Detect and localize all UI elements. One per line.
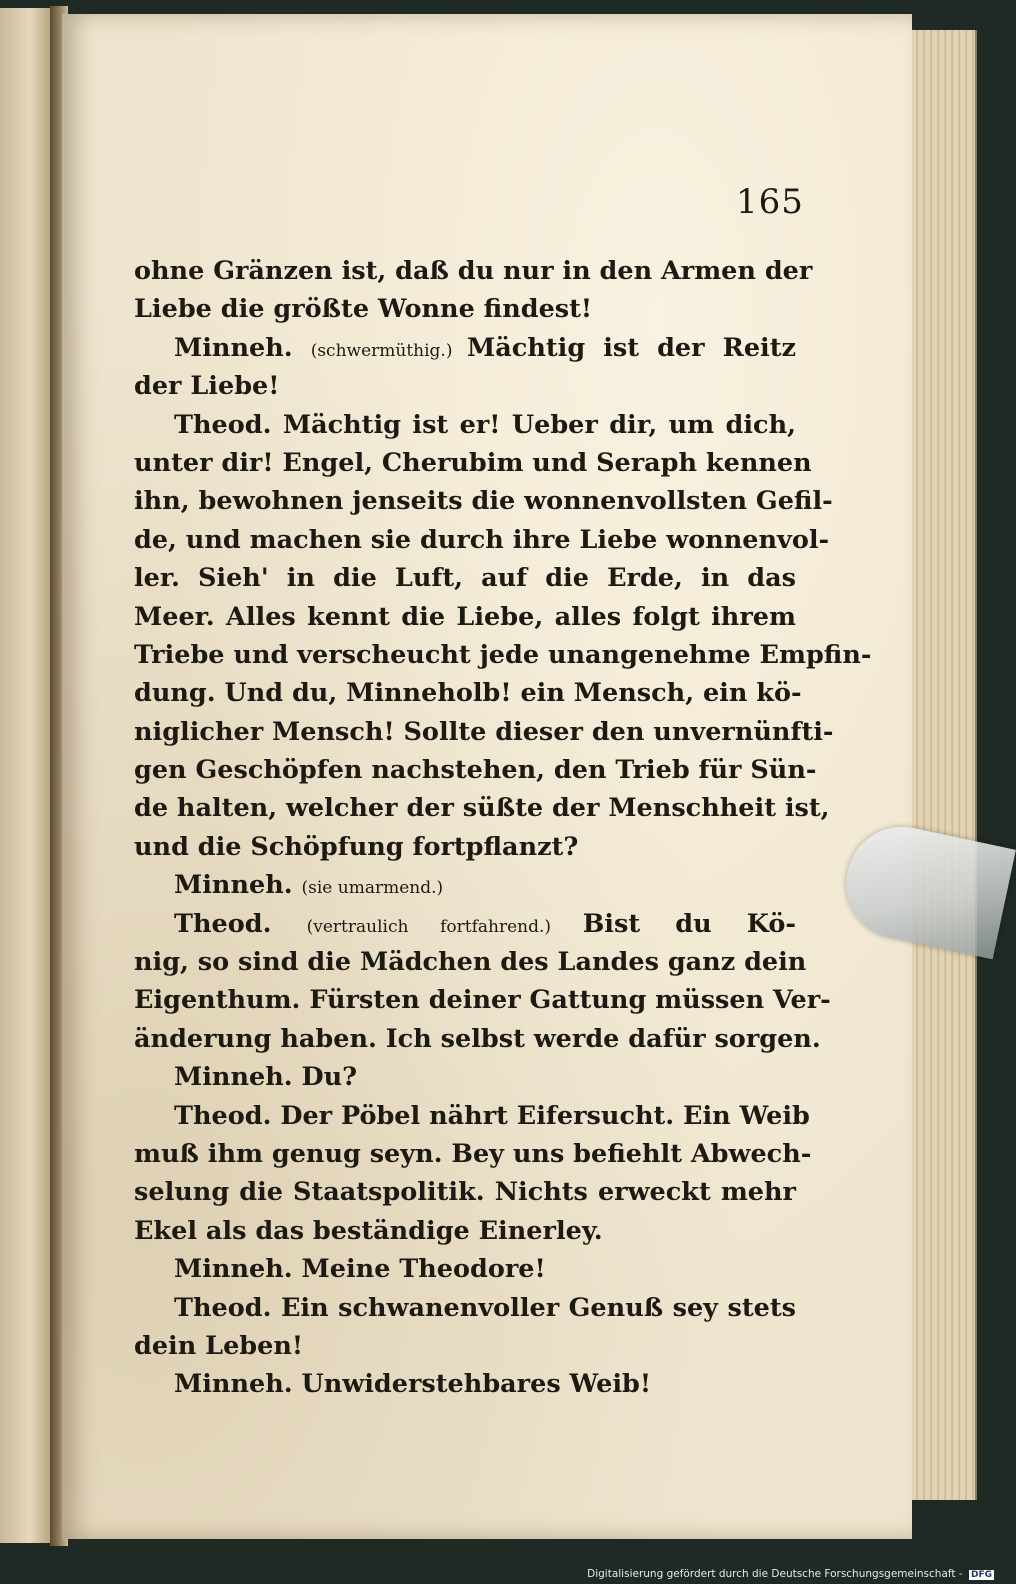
stage-direction: (vertraulich fortfahrend.) <box>306 916 583 937</box>
text-line: Minneh. Meine Theodore! <box>174 1254 546 1285</box>
text-line <box>134 329 796 367</box>
page-text <box>134 252 872 1404</box>
text-line: unter dir! Engel, Cherubim und Seraph kennen <box>134 447 812 478</box>
page-number: 165 <box>736 182 804 222</box>
credit-text: Digitalisierung gefördert durch die Deutsche Forschungsgemeinschaft - <box>587 1568 963 1580</box>
stage-direction: (sie umarmend.) <box>301 878 444 899</box>
book-page <box>62 14 912 1539</box>
text-line: niglicher Mensch! Sollte dieser den unvernünfti- <box>134 716 834 747</box>
text-span: Bist du Kö- <box>582 908 796 939</box>
text-line: ohne Gränzen ist, daß du nur in den Armen der <box>134 256 813 286</box>
text-line: Ekel als das beständige Einerley. <box>134 1215 603 1246</box>
text-line: Triebe und verscheucht jede unangenehme Empfin- <box>134 639 872 670</box>
text-line: ihn, bewohnen jenseits die wonnenvollsten Gefil- <box>134 486 833 517</box>
text-line: der Liebe! <box>134 371 280 402</box>
text-line: gen Geschöpfen nachstehen, den Trieb für Sün- <box>134 755 817 786</box>
text-line: ler. Sieh' in die Luft, auf die Erde, in das <box>134 563 796 594</box>
stage-direction: (schwermüthig.) <box>310 340 468 361</box>
text-line: dein Leben! <box>134 1330 304 1361</box>
text-line: Meer. Alles kennt die Liebe, alles folgt ihrem <box>134 601 796 632</box>
text-line: Theod. Der Pöbel nährt Eifersucht. Ein Weib <box>174 1100 810 1131</box>
text-line: Theod. Mächtig ist er! Ueber dir, um dich, <box>174 409 796 440</box>
text-line: muß ihm genug seyn. Bey uns befiehlt Abwech- <box>134 1138 812 1169</box>
text-span: Mächtig ist der Reitz <box>467 332 796 363</box>
text-line: de, und machen sie durch ihre Liebe wonnenvol- <box>134 524 830 555</box>
text-line: Theod. Ein schwanenvoller Genuß sey stets <box>174 1292 796 1323</box>
text-span: Minneh. <box>174 332 311 363</box>
text-line: Eigenthum. Fürsten deiner Gattung müssen Ver- <box>134 985 831 1016</box>
text-span: Minneh. <box>174 870 302 901</box>
text-line: Liebe die größte Wonne findest! <box>134 294 593 325</box>
left-page-edge <box>0 8 51 1543</box>
text-line: und die Schöpfung fortpflanzt? <box>134 831 579 862</box>
text-line <box>134 905 796 943</box>
text-line: selung die Staatspolitik. Nichts erweckt mehr <box>134 1177 796 1208</box>
text-line: Minneh. Unwiderstehbares Weib! <box>174 1369 652 1400</box>
text-line: de halten, welcher der süßte der Menschheit ist, <box>134 793 830 824</box>
text-line: änderung haben. Ich selbst werde dafür sorgen. <box>134 1023 821 1054</box>
text-line: dung. Und du, Minneholb! ein Mensch, ein kö- <box>134 678 802 709</box>
text-line: Minneh. Du? <box>174 1062 358 1093</box>
digitization-credit <box>587 1568 994 1580</box>
text-span: Theod. <box>174 908 307 939</box>
text-line: nig, so sind die Mädchen des Landes ganz dein <box>134 947 807 978</box>
text-line <box>134 866 796 904</box>
page-stack-edges <box>905 30 977 1500</box>
dfg-logo: DFG <box>970 1570 992 1580</box>
